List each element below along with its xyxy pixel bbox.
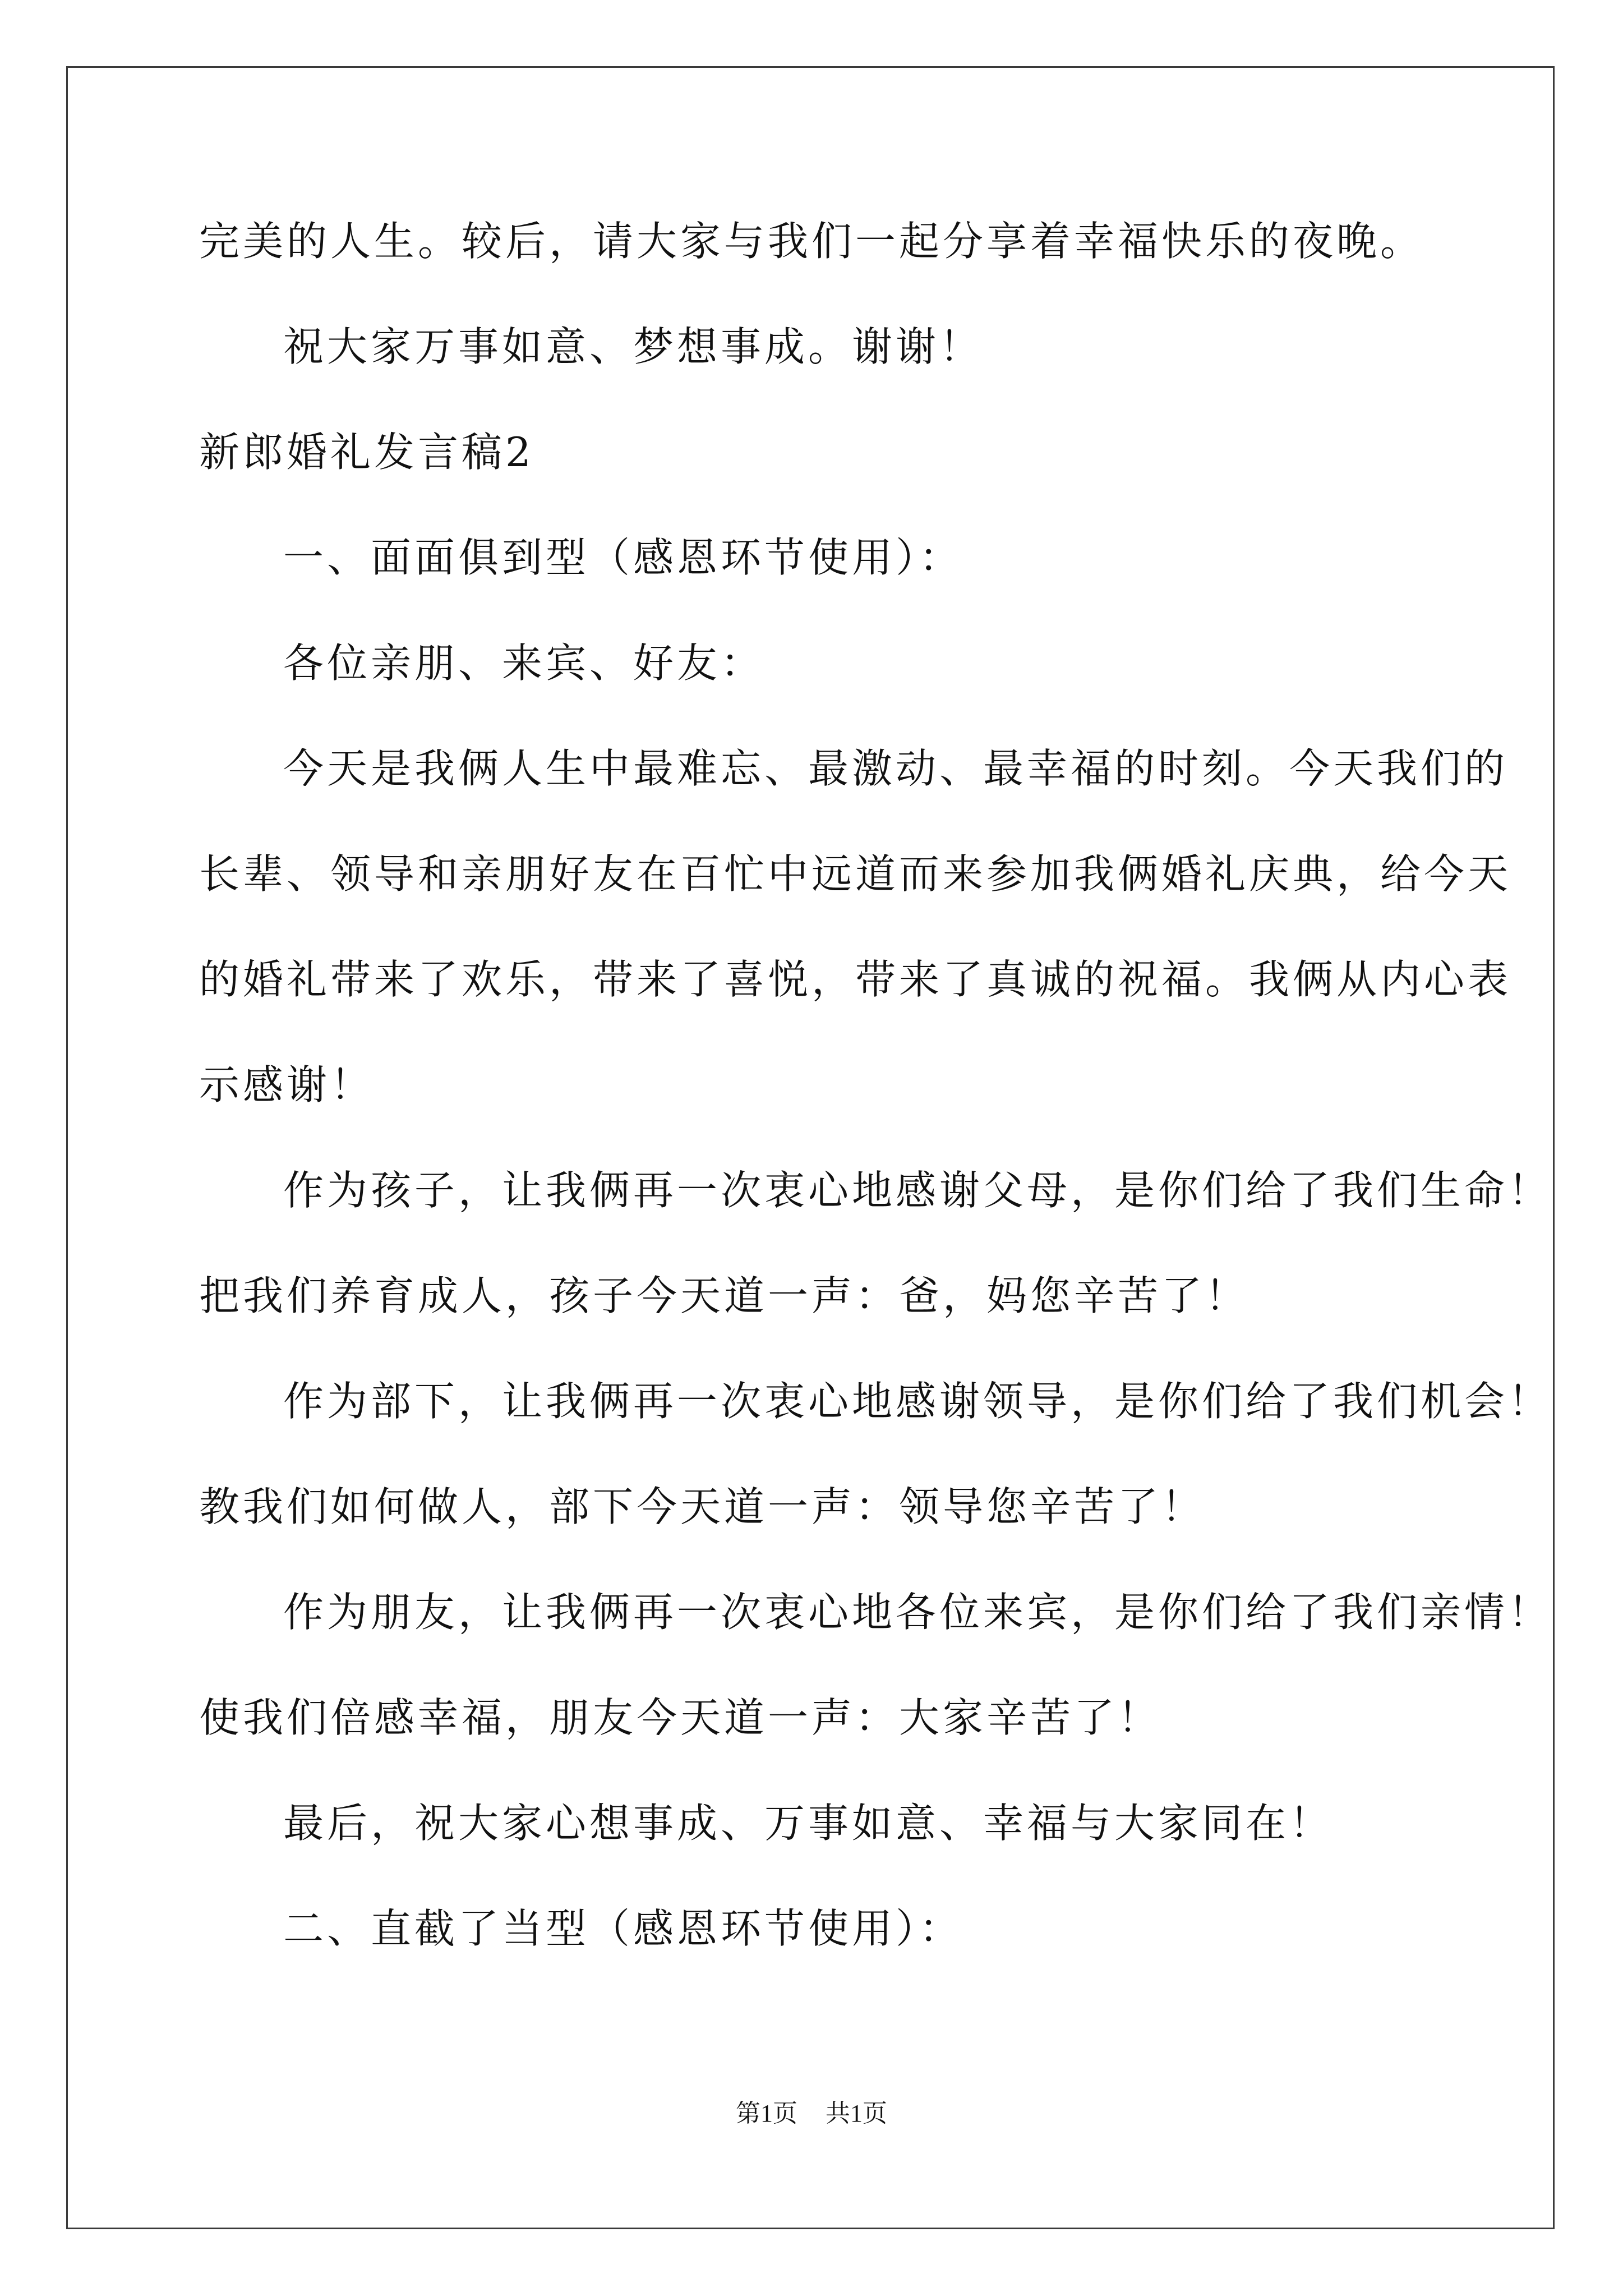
text-line: 的婚礼带来了欢乐，带来了喜悦，带来了真诚的祝福。我俩从内心表 (199, 956, 1512, 1003)
text-line: 作为部下，让我俩再一次衷心地感谢领导，是你们给了我们机会！ (283, 1378, 1552, 1425)
subsection-heading: 二、直截了当型（感恩环节使用）： (283, 1905, 963, 1952)
page-number-total: 共1页 (826, 2100, 887, 2127)
salutation: 各位亲朋、来宾、好友： (283, 639, 765, 687)
page-footer (0, 2097, 1623, 2131)
text-line: 把我们养育成人，孩子今天道一声：爸，妈您辛苦了！ (199, 1272, 1249, 1319)
section-heading: 新郎婚礼发言稿2 (199, 429, 534, 476)
text-line: 作为孩子，让我俩再一次衷心地感谢父母，是你们给了我们生命！ (283, 1167, 1552, 1214)
text-line: 最后，祝大家心想事成、万事如意、幸福与大家同在！ (283, 1800, 1334, 1847)
page-number-current: 第1页 (736, 2100, 797, 2127)
text-line: 作为朋友，让我俩再一次衷心地各位来宾，是你们给了我们亲情！ (283, 1589, 1552, 1636)
text-line: 今天是我俩人生中最难忘、最激动、最幸福的时刻。今天我们的 (283, 745, 1509, 792)
text-line: 完美的人生。较后，请大家与我们一起分享着幸福快乐的夜晚。 (199, 218, 1424, 265)
subsection-heading: 一、面面俱到型（感恩环节使用）： (283, 534, 963, 581)
text-line: 祝大家万事如意、梦想事成。谢谢！ (283, 323, 984, 370)
text-line: 示感谢！ (199, 1061, 375, 1108)
text-line: 长辈、领导和亲朋好友在百忙中远道而来参加我俩婚礼庆典，给今天 (199, 850, 1512, 898)
text-line: 使我们倍感幸福，朋友今天道一声：大家辛苦了！ (199, 1694, 1162, 1741)
text-line: 教我们如何做人，部下今天道一声：领导您辛苦了！ (199, 1483, 1206, 1530)
